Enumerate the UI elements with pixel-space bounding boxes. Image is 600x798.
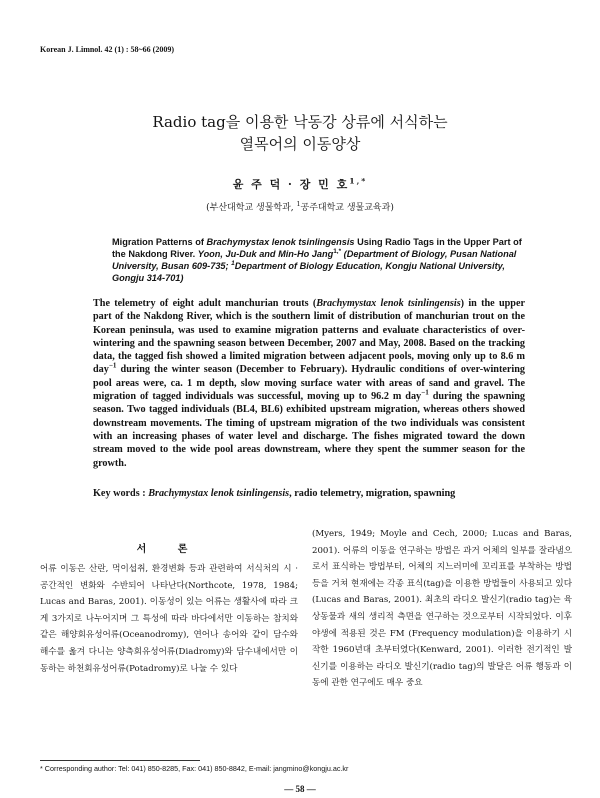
page-number: — 58 — bbox=[284, 784, 316, 794]
footnote-rule bbox=[40, 760, 200, 761]
body-text-left-column: 어류 이동은 산란, 먹이섭취, 환경변화 등과 관련하여 서식처의 시 · 공간적인 변화와 수반되어 나타난다(Northcote, 1978, 1984; Lucas and Baras, 2001). 이동성이 있는 어류는 생활사에 따라 크게 3가지로 나누어지며 그 특성에 따라 바다에서만 이동하는 참치와 같은 해양회유성어류(Oceanodromy), 연어나 송어와 같이 담수와 해수를 옮겨 다니는 양측회유성어류(Diadromy)와 담수내에서만 이동하는 하천회유성어류(Potadromy)로 나눌 수 있다 bbox=[40, 564, 298, 674]
english-authors: Yoon, Ju-Duk and Min-Ho Jang bbox=[197, 249, 334, 259]
authors-superscript: 1,* bbox=[349, 176, 368, 186]
english-affiliation: (Department of Biology, Pusan National University, Busan 609-735; $^1$Department of Biology Education, Kongju National University, Gongju 314-701) bbox=[112, 249, 517, 283]
keywords: Key words : Brachymystax lenok tsinlingensis, radio telemetry, migration, spawning bbox=[93, 488, 456, 499]
abstract: The telemetry of eight adult manchurian trouts (Brachymystax lenok tsinlingensis) in the upper part of the Nakdong River, which is the southern limit of distribution of manchurian trout on the Korean peninsula, was used to examine migration patterns and evaluate characteristics of over-wintering and the spawning season between December, 2007 and May, 2008. Based on the tracking data, the tagged fish showed a limited migration between adjacent pools, moving only up to 8.6 m day$^{-1}$ during the winter season (December to February). Hydraulic conditions of over-wintering pool areas were, ca. 1 m depth, slow moving surface water with areas of sand and gravel. The migration of tagged individuals was successful, moving up to 96.2 m day$^{-1}$ during the spawning season. Two tagged individuals (BL4, BL6) exhibited upstream migration, whereas others showed downstream movements. The timing of upstream migration of the two individuals was consistent with an increasing phases of water level and discharge. The fishes migrated toward the down stream moved to the wide pool areas downstream, where they spent the summer season for the growth. bbox=[93, 298, 525, 469]
korean-affiliation: (부산대학교 생물학과, $^1$공주대학교 생물교육과) bbox=[206, 201, 394, 213]
journal-citation: Korean J. Limnol. 42 (1) : 58~66 (2009) bbox=[40, 45, 175, 54]
korean-title-line-1: Radio tag을 이용한 낙동강 상류에 서식하는 bbox=[152, 113, 448, 131]
section-heading-introduction: 서 론 bbox=[136, 544, 202, 555]
english-title-block: Migration Patterns of Brachymystax lenok tsinlingensis Using Radio Tags in the Upper Part of the Nakdong River. Yoon, Ju-Duk and Min-Ho Jang$^{1,*}$ (Department of Biology, Pusan National University, Busan 609-735; $^1$Department of Biology Education, Kongju National University, Gongju 314-701) bbox=[112, 237, 522, 283]
korean-authors: 윤 주 덕 · 장 민 호$^{1,*}$ bbox=[232, 176, 368, 191]
body-text-right-column: (Myers, 1949; Moyle and Cech, 2000; Lucas and Baras, 2001). 어류의 이동을 연구하는 방법은 과거 어체의 일부를 잘라냄으로서 표식하는 방법부터, 어체의 지느러미에 꼬리표를 부착하는 방법 등을 거쳐 현재에는 각종 표식(tag)을 이용한 방법들이 사용되고 있다(Lucas and Baras, 2001). 최초의 라디오 발신기(radio tag)는 육상동물과 새의 생리적 측면을 연구하는 것으로부터 시작되었다. 이후 야생에 적용된 것은 FM (Frequency modulation)을 이용하기 시작한 1960년대 초부터였다(Kenward, 2001). 이러한 전기적인 발신기를 이용하는 라디오 발신기(radio tag)의 발달은 어류 행동과 이동에 관한 연구에도 매우 중요 bbox=[312, 529, 572, 689]
corresponding-author-footnote: * Corresponding author: Tel: 041) 850-8285, Fax: 041) 850-8842, E-mail: jangmino@kongju.ac.kr bbox=[40, 764, 349, 773]
korean-title-line-2: 열목어의 이동양상 bbox=[239, 135, 361, 153]
